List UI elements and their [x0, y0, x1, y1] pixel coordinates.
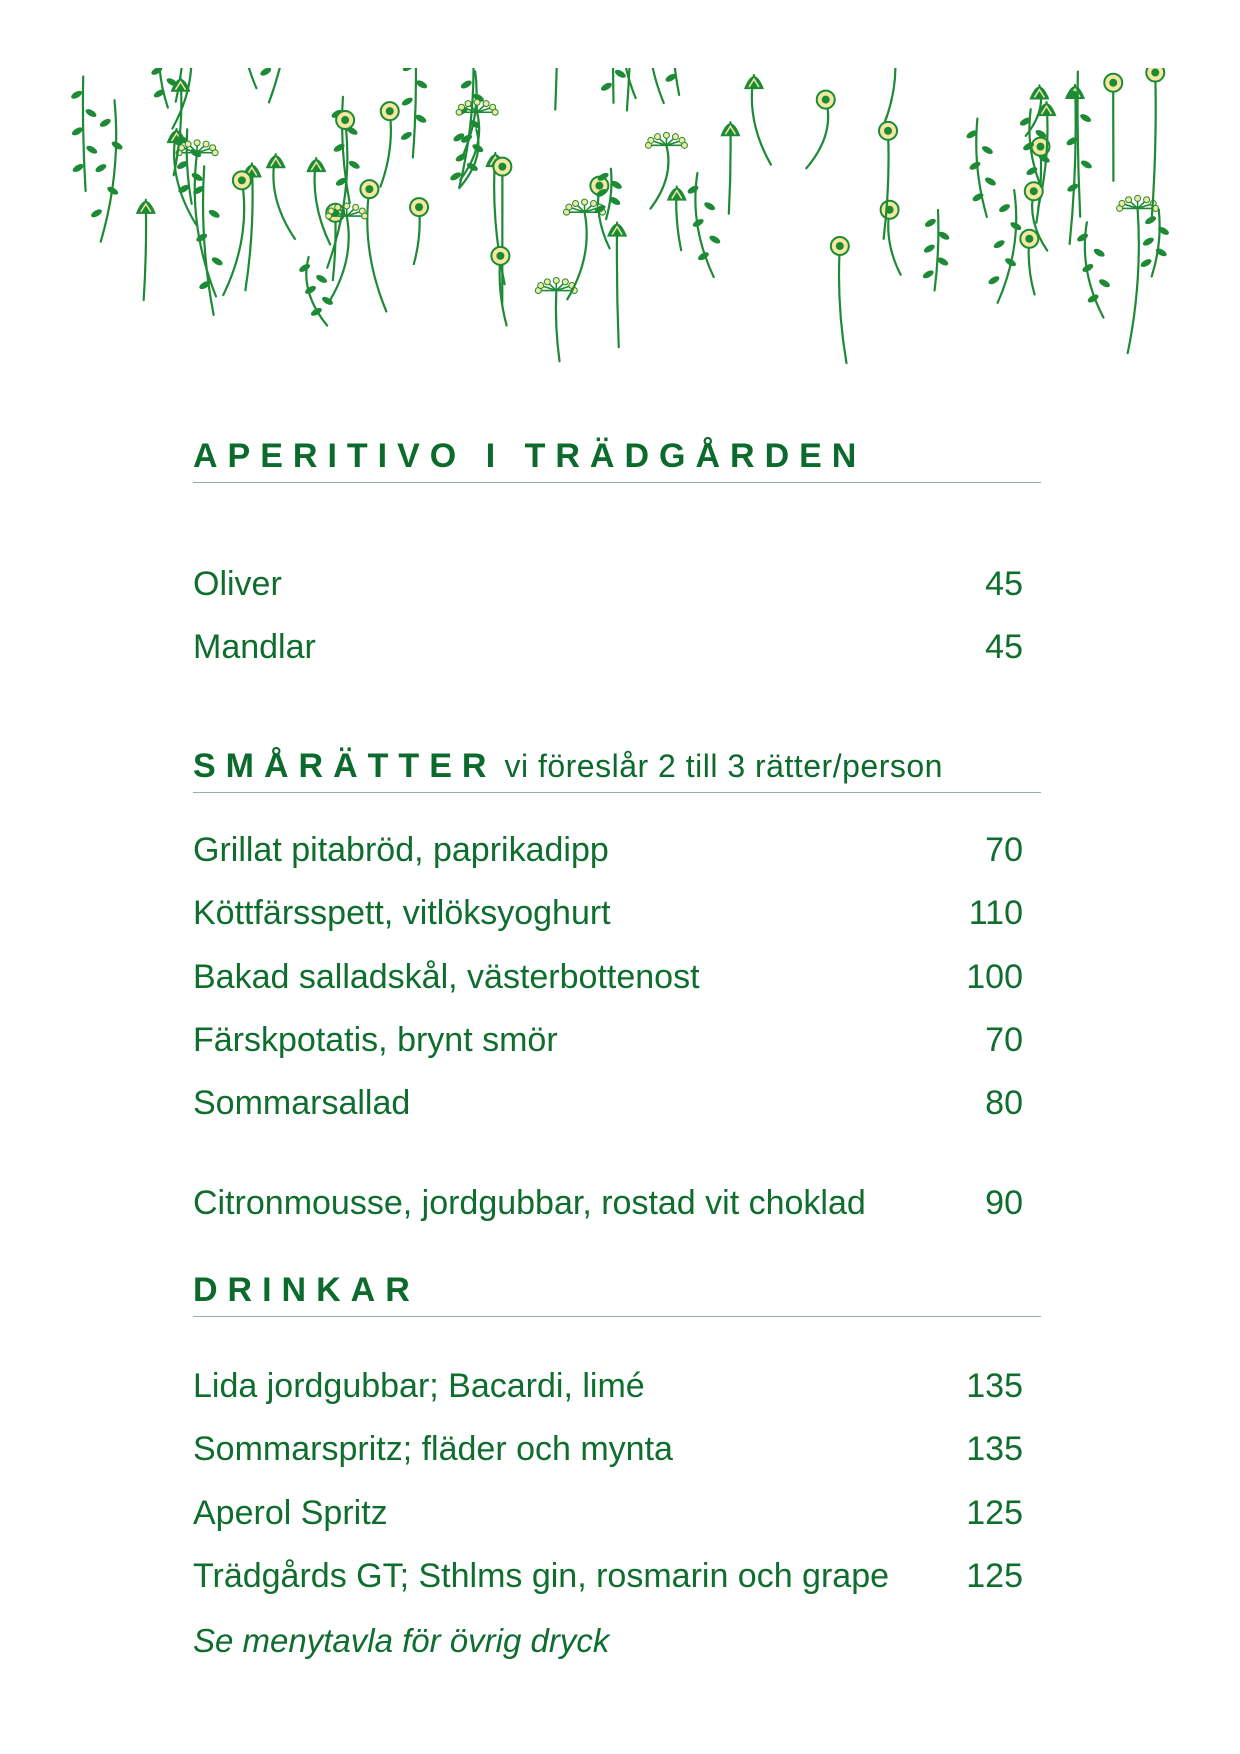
menu-item: [193, 1364, 1023, 1408]
section-title: APERITIVO I TRÄDGÅRDEN: [193, 437, 867, 475]
menu-item: [193, 891, 1023, 935]
item-name: Oliver: [193, 565, 282, 603]
section-header: [193, 430, 1041, 483]
item-name: Citronmousse, jordgubbar, rostad vit choklad: [193, 1184, 866, 1222]
item-price: 135: [966, 1367, 1023, 1405]
item-name: Färskpotatis, brynt smör: [193, 1021, 558, 1059]
section-title: DRINKAR: [193, 1271, 420, 1309]
item-name: Trädgårds GT; Sthlms gin, rosmarin och grape: [193, 1557, 890, 1595]
item-price: 125: [966, 1557, 1023, 1595]
menu-item: [193, 955, 1023, 999]
item-price: 70: [985, 831, 1023, 869]
menu-item: [193, 1427, 1023, 1471]
section-smaratter: [193, 740, 1041, 1222]
item-price: 45: [985, 565, 1023, 603]
item-name: Mandlar: [193, 628, 316, 666]
item-price: 80: [985, 1084, 1023, 1122]
menu-item: [193, 828, 1023, 872]
section-subtitle: vi föreslår 2 till 3 rätter/person: [504, 748, 943, 784]
menu-item: [193, 1018, 1023, 1062]
section-title-text: SMÅRÄTTER: [193, 747, 497, 785]
item-name: Köttfärsspett, vitlöksyoghurt: [193, 894, 611, 932]
drink-note: Se menytavla för övrig dryck: [193, 1622, 610, 1659]
item-price: 110: [968, 894, 1023, 932]
item-price: 135: [966, 1430, 1023, 1468]
section-drinkar: [193, 1264, 1041, 1659]
section-title: [193, 747, 943, 786]
item-price: 45: [985, 628, 1023, 666]
menu-item: [193, 625, 1023, 669]
botanical-banner: [68, 68, 1172, 384]
item-name: Grillat pitabröd, paprikadipp: [193, 831, 609, 869]
menu-item: [193, 1181, 1023, 1225]
section-header: [193, 740, 1041, 793]
item-name: Bakad salladskål, västerbottenost: [193, 958, 700, 996]
item-name: Aperol Spritz: [193, 1494, 388, 1532]
section-aperitivo: [193, 430, 1041, 666]
menu-item: [193, 562, 1023, 606]
botanical-pattern-icon: [68, 68, 1172, 384]
item-price: 125: [966, 1494, 1023, 1532]
menu-item: [193, 1554, 1023, 1598]
item-price: 90: [985, 1184, 1023, 1222]
section-header: [193, 1264, 1041, 1317]
item-price: 70: [985, 1021, 1023, 1059]
item-name: Sommarspritz; fläder och mynta: [193, 1430, 673, 1468]
menu-item: [193, 1491, 1023, 1535]
menu-item: [193, 1081, 1023, 1125]
item-name: Lida jordgubbar; Bacardi, limé: [193, 1367, 645, 1405]
item-name: Sommarsallad: [193, 1084, 411, 1122]
item-price: 100: [966, 958, 1023, 996]
